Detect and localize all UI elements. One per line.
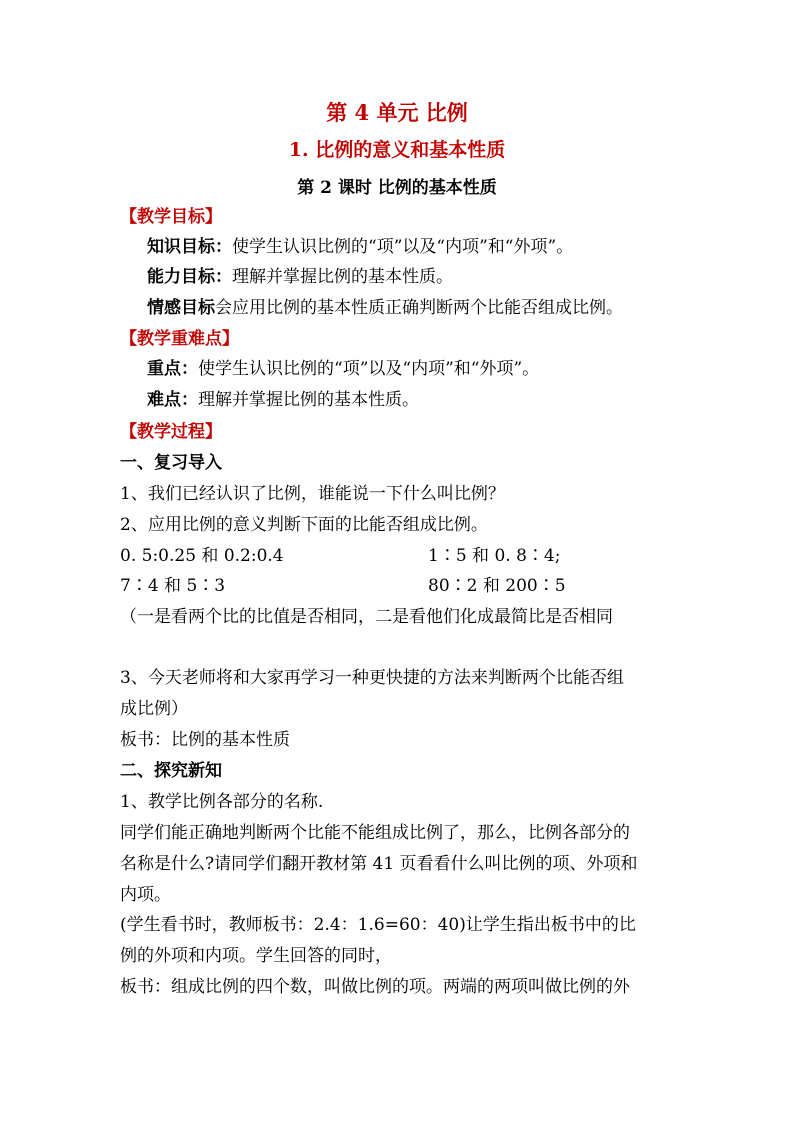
question-3-line-2: 成比例）: [120, 699, 188, 719]
difficult-label: 难点：: [147, 390, 198, 410]
question-2: 2、应用比例的意义判断下面的比能否组成比例。: [120, 515, 488, 535]
key-point: [147, 358, 539, 380]
paragraph-1-line-2: 名称是什么?请同学们翻开教材第 41 页看看什么叫比例的项、外项和: [120, 854, 638, 874]
emotion-text: 会应用比例的基本性质正确判断两个比能否组成比例。: [215, 298, 623, 318]
ability-text: 理解并掌握比例的基本性质。: [232, 267, 453, 287]
part1-title: 一、复习导入: [120, 453, 222, 473]
unit-title: 第 4 单元 比例: [326, 100, 468, 125]
paragraph-1-line-3: 内项。: [120, 885, 171, 905]
knowledge-text: 使学生认识比例的“项”以及“内项”和“外项”。: [232, 237, 574, 257]
paragraph-1-line-1: 同学们能正确地判断两个比能不能组成比例了，那么，比例各部分的: [120, 823, 630, 843]
ability-label: 能力目标：: [147, 267, 232, 287]
board-note-1: 板书：比例的基本性质: [120, 730, 290, 750]
example-b: 1∶5 和 0. 8∶4;: [428, 546, 561, 566]
question-3-line-1: 3、今天老师将和大家再学习一种更快捷的方法来判断两个比能否组: [120, 668, 624, 688]
example-d: 80∶2 和 200∶5: [428, 576, 566, 596]
lesson-title: 第 2 课时 比例的基本性质: [297, 178, 497, 198]
step-1: 1、教学比例各部分的名称.: [120, 792, 324, 812]
key-label: 重点：: [147, 359, 198, 379]
paragraph-2-line-2: 例的外项和内项。学生回答的同时，: [120, 946, 392, 966]
example-a: 0. 5:0.25 和 0.2:0.4: [120, 546, 284, 566]
example-c: 7∶4 和 5∶3: [120, 576, 226, 596]
paragraph-3-line-1: 板书：组成比例的四个数，叫做比例的项。两端的两项叫做比例的外: [120, 977, 630, 997]
part2-title: 二、探究新知: [120, 761, 222, 781]
process-heading: 【教学过程】: [120, 422, 222, 442]
key-points-heading: 【教学重难点】: [120, 329, 239, 349]
key-text: 使学生认识比例的“项”以及“内项”和“外项”。: [198, 359, 540, 379]
section-title: 1. 比例的意义和基本性质: [288, 139, 506, 161]
ability-objective: [147, 266, 453, 288]
review-note: （一是看两个比的比值是否相同，二是看他们化成最简比是否相同: [120, 607, 613, 627]
knowledge-objective: [147, 236, 573, 258]
objectives-heading: 【教学目标】: [120, 207, 222, 227]
difficult-text: 理解并掌握比例的基本性质。: [198, 390, 419, 410]
difficult-point: [147, 389, 419, 411]
emotion-label: 情感目标: [147, 298, 215, 318]
question-1: 1、我们已经认识了比例，谁能说一下什么叫比例？: [120, 484, 505, 504]
paragraph-2-line-1: (学生看书时，教师板书：2.4：1.6=60：40)让学生指出板书中的比: [120, 915, 636, 935]
knowledge-label: 知识目标：: [147, 237, 232, 257]
emotion-objective: [147, 297, 623, 319]
